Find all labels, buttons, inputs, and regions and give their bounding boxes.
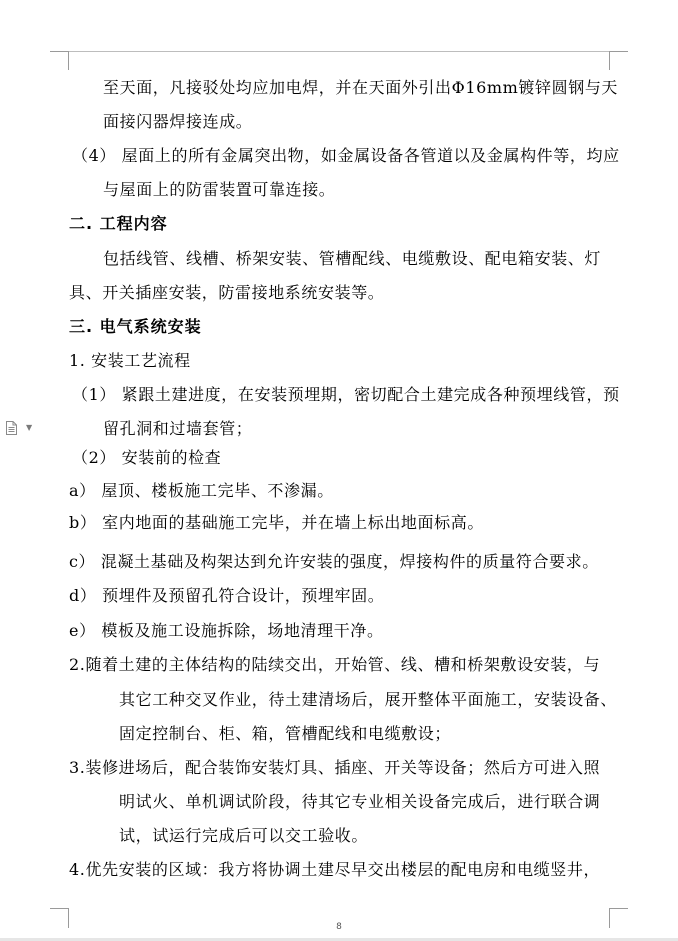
body-line: 包括线管、线槽、桥架安装、管槽配线、电缆敷设、配电箱安装、灯 [103, 249, 602, 268]
list-item: a） 屋顶、楼板施工完毕、不渗漏。 [69, 481, 334, 500]
subsection-heading: 1. 安装工艺流程 [69, 351, 191, 370]
list-item: d） 预埋件及预留孔符合设计，预埋牢固。 [69, 586, 385, 605]
body-line: 明试火、单机调试阶段，待其它专业相关设备完成后，进行联合调 [119, 792, 601, 811]
list-item: 2.随着土建的主体结构的陆续交出，开始管、线、槽和桥架敷设安装，与 [69, 655, 601, 674]
chevron-down-icon[interactable]: ▼ [26, 423, 33, 432]
list-item: 3.装修进场后，配合装饰安装灯具、插座、开关等设备；然后方可进入照 [69, 758, 601, 777]
section-heading: 三. 电气系统安装 [69, 317, 202, 336]
crop-mark-top-left [50, 51, 68, 52]
page-number: 8 [336, 922, 342, 932]
list-item: 4.优先安装的区域：我方将协调土建尽早交出楼层的配电房和电缆竖井， [69, 860, 601, 879]
document-icon[interactable] [6, 421, 17, 435]
body-line: 与屋面上的防雷装置可靠连接。 [103, 180, 336, 199]
body-line: 其它工种交叉作业，待土建清场后，展开整体平面施工，安装设备、 [119, 690, 618, 709]
list-item: （2） 安装前的检查 [72, 448, 222, 467]
list-item: c） 混凝土基础及构架达到允许安装的强度，焊接构件的质量符合要求。 [69, 552, 599, 571]
list-item: b） 室内地面的基础施工完毕，并在墙上标出地面标高。 [69, 513, 484, 532]
body-line: 固定控制台、柜、箱，管槽配线和电缆敷设； [119, 724, 452, 743]
list-item: （4） 屋面上的所有金属突出物，如金属设备各管道以及金属构件等，均应 [72, 146, 620, 165]
list-item: e） 模板及施工设施拆除，场地清理干净。 [69, 621, 384, 640]
section-heading: 二. 工程内容 [69, 214, 168, 233]
list-item: （1） 紧跟土建进度，在安装预埋期，密切配合土建完成各种预埋线管，预 [72, 385, 620, 404]
body-line: 面接闪器焊接连成。 [103, 112, 253, 131]
crop-mark-top-right [609, 51, 610, 70]
crop-mark-top-right [610, 51, 628, 52]
crop-mark-bottom-right [610, 908, 628, 909]
body-line: 至天面，凡接驳处均应加电焊，并在天面外引出Φ16mm镀锌圆钢与天 [103, 78, 619, 97]
crop-mark-bottom-left [50, 908, 68, 909]
body-line: 试，试运行完成后可以交工验收。 [119, 826, 369, 845]
body-line: 留孔洞和过墙套管； [103, 419, 253, 438]
body-line: 具、开关插座安装，防雷接地系统安装等。 [69, 283, 385, 302]
crop-mark-top-left [68, 51, 69, 70]
page-top-rule [68, 51, 609, 52]
